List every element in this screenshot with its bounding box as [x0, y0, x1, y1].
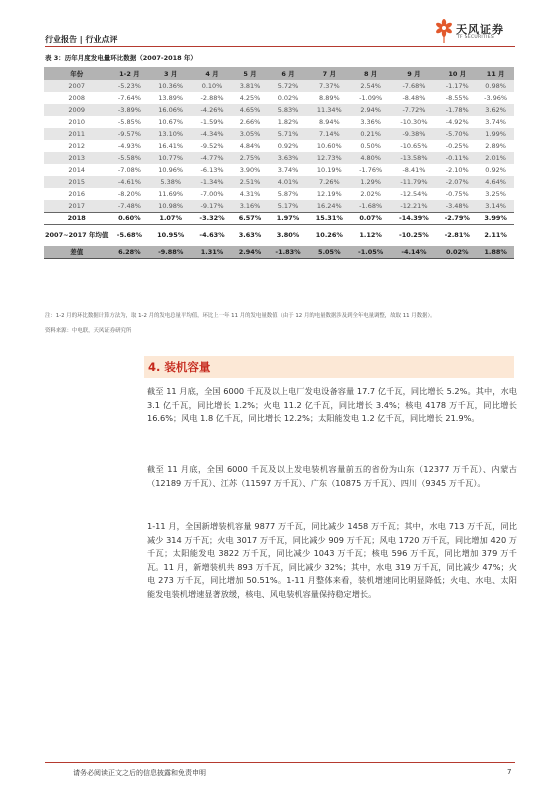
paragraph-new-capacity: 1-11 月，全国新增装机容量 9877 万千瓦，同比减少 1458 万千瓦；其中，水电 713 万千瓦，同比减少 314 万千瓦；火电 3017 万千瓦，同比减少 909 万千瓦；风电 1720 万千瓦，同比增加 420 万千瓦；太阳能发电 3822 万千瓦，同比减少 1043 万千瓦；核电 596 万千瓦，同比增加 379 万千瓦。11 月，新增装机共 893 万千瓦，同比减少 32%；其中，水电 319 万千瓦，同比减少 47%；火电 273 万千瓦，同比增加 50.51%。1-11 月整体来看，装机增速同比明显降低；火电、水电、太阳能发电装机增速显著放缓，核电、风电装机容量保持稳定增长。: [147, 521, 517, 599]
table-row: [44, 188, 514, 200]
row-year-cell: 2010: [68, 118, 85, 126]
table-cell: 3.81%: [239, 82, 261, 90]
table-cell: 3.63%: [232, 224, 268, 246]
table-cell: -1.05%: [351, 246, 391, 258]
table-cell: 15.31%: [308, 212, 351, 224]
table-row: [44, 152, 514, 164]
table-cell: -2.07%: [445, 178, 469, 186]
table-cell: -4.61%: [117, 178, 141, 186]
table-cell: 3.63%: [277, 154, 299, 162]
table-cell: 8.94%: [319, 118, 340, 126]
table-cell: 1.31%: [192, 246, 232, 258]
table-cell: 16.06%: [158, 106, 184, 114]
table-row: [44, 92, 514, 104]
table-cell: -0.75%: [445, 190, 469, 198]
logo-text-cn: 天风证券: [456, 23, 504, 36]
table-cell: 5.38%: [160, 178, 182, 186]
table-cell: -2.81%: [437, 224, 477, 246]
section-heading-bar: [144, 356, 514, 378]
table-cell: -1.83%: [268, 246, 308, 258]
table-cell: 2.89%: [485, 142, 506, 150]
table-cell: 16.41%: [158, 142, 184, 150]
table-cell: 10.95%: [149, 224, 192, 246]
table-cell: -12.21%: [400, 201, 428, 210]
table-row: [44, 116, 514, 128]
table-cell: -0.11%: [445, 154, 469, 162]
table-cell: 1.97%: [268, 212, 308, 224]
table-cell: 2.75%: [239, 154, 261, 162]
table-cell: -4.63%: [192, 224, 232, 246]
row-year-cell: 2018: [44, 212, 109, 224]
table-cell: 13.89%: [158, 94, 184, 102]
table-cell: -5.58%: [117, 154, 141, 162]
table-cell: 0.92%: [277, 142, 299, 150]
table-cell: 3.74%: [485, 118, 506, 126]
table-cell: 10.36%: [158, 82, 184, 90]
table-cell: -7.72%: [402, 106, 426, 114]
table-cell: -1.78%: [445, 106, 469, 114]
column-header: 5 月: [232, 67, 268, 80]
table-cell: 1.12%: [351, 224, 391, 246]
table-cell: 4.80%: [360, 154, 381, 162]
paragraph-capacity-summary: 截至 11 月底，全国 6000 千瓦及以上电厂发电设备容量 17.7 亿千瓦，同比增长 5.2%。其中，水电 3.1 亿千瓦，同比增长 1.2%；火电 11.2 亿千瓦，同比增长 3.4%；核电 4178 万千瓦，同比增长 16.6%；风电 1.8 亿千瓦，同比增长 12.2%；太阳能发电 1.2 亿千瓦，同比增长 21.9%。: [147, 386, 517, 423]
table-cell: 3.14%: [485, 201, 506, 210]
table-cell: 4.64%: [485, 178, 506, 186]
table-cell: -0.25%: [445, 142, 469, 150]
table-cell: 13.10%: [158, 130, 184, 138]
table-cell: -9.38%: [402, 130, 426, 138]
table-cell: 5.83%: [277, 106, 299, 114]
table-cell: 3.99%: [477, 212, 514, 224]
header-divider: [45, 46, 515, 47]
table-row: [44, 200, 514, 212]
column-header: 10 月: [437, 67, 477, 80]
table-cell: 7.26%: [319, 178, 340, 186]
table-cell: 5.17%: [277, 201, 299, 210]
table-cell: 3.25%: [485, 190, 506, 198]
table-cell: -4.93%: [117, 142, 141, 150]
table-cell: -5.70%: [445, 130, 469, 138]
table-cell: 10.98%: [158, 201, 184, 210]
table-note: 注：1-2 月的环比数据计算方法为，取 1-2 月的发电总量平均值，环比上一年 11 月的发电量数值（由于 12 月的电量数据涉及到全年电量调整，故取 11 月数据）。: [45, 313, 436, 319]
table-cell: 2.94%: [232, 246, 268, 258]
table-cell: -14.39%: [391, 212, 438, 224]
column-header: 1-2 月: [109, 67, 149, 80]
column-header: 4 月: [192, 67, 232, 80]
company-logo: [434, 18, 524, 48]
table-cell: 0.92%: [485, 166, 506, 174]
table-cell: 4.65%: [239, 106, 261, 114]
row-year-cell: 2009: [68, 106, 85, 114]
table-cell: 0.60%: [109, 212, 149, 224]
column-header: 8 月: [351, 67, 391, 80]
table-cell: 2.51%: [239, 178, 261, 186]
table-cell: 0.02%: [437, 246, 477, 258]
table-cell: 11.34%: [316, 106, 342, 114]
row-year-cell: 2007: [68, 82, 85, 90]
table-cell: 1.29%: [360, 178, 381, 186]
table-cell: 16.24%: [316, 201, 342, 210]
table-cell: 0.07%: [351, 212, 391, 224]
table-cell: 0.21%: [360, 130, 381, 138]
table-cell: 2.02%: [360, 190, 381, 198]
table-cell: -11.79%: [400, 178, 428, 186]
table-cell: 7.14%: [319, 130, 340, 138]
table-cell: 0.02%: [277, 94, 299, 102]
table-cell: -2.10%: [445, 166, 469, 174]
footer-disclaimer: 请务必阅读正文之后的信息披露和免责申明: [73, 769, 206, 777]
table-cell: -1.09%: [359, 94, 383, 102]
table-cell: 2.01%: [485, 154, 506, 162]
table-cell: 12.73%: [316, 154, 342, 162]
table-cell: -5.85%: [117, 118, 141, 126]
table-cell: -7.68%: [402, 82, 426, 90]
table-cell: 7.37%: [319, 82, 340, 90]
table-cell: 5.72%: [277, 82, 299, 90]
average-label-cell: 2007~2017 年均值: [44, 224, 109, 246]
table-cell: -7.00%: [200, 190, 224, 198]
column-header: 7 月: [308, 67, 351, 80]
table-cell: 3.05%: [239, 130, 261, 138]
table-cell: -1.34%: [200, 178, 224, 186]
row-year-cell: 2017: [68, 201, 85, 210]
table-cell: 3.80%: [268, 224, 308, 246]
generation-mom-table: [44, 67, 514, 259]
table-cell: -3.96%: [484, 94, 508, 102]
table-cell: 1.99%: [485, 130, 506, 138]
table-cell: -8.55%: [445, 94, 469, 102]
footer-divider: [45, 762, 515, 763]
difference-row: [44, 246, 514, 258]
table-cell: 1.82%: [277, 118, 299, 126]
table-cell: 4.31%: [239, 190, 261, 198]
table-cell: 0.10%: [201, 82, 223, 90]
table-cell: 6.57%: [232, 212, 268, 224]
table-cell: 10.96%: [158, 166, 184, 174]
table-row: [44, 164, 514, 176]
table-cell: 0.98%: [485, 82, 506, 90]
table-cell: -12.54%: [400, 190, 428, 198]
table-cell: -10.30%: [400, 118, 428, 126]
table-cell: 10.77%: [158, 154, 184, 162]
table-cell: 1.07%: [149, 212, 192, 224]
table-cell: 2.11%: [477, 224, 514, 246]
row-year-cell: 2013: [68, 154, 85, 162]
table-cell: -7.64%: [117, 94, 141, 102]
table-cell: 3.36%: [360, 118, 381, 126]
table-cell: -2.79%: [437, 212, 477, 224]
table-cell: 1.88%: [477, 246, 514, 258]
table-cell: -1.76%: [359, 166, 383, 174]
table-cell: -4.14%: [391, 246, 438, 258]
table-cell: -10.65%: [400, 142, 428, 150]
table-cell: -5.23%: [117, 82, 141, 90]
row-year-cell: 2016: [68, 190, 85, 198]
table-cell: 11.69%: [158, 190, 184, 198]
table-caption: 表 3：历年月度发电量环比数据（2007-2018 年）: [45, 54, 197, 62]
average-row: [44, 224, 514, 246]
table-cell: -9.17%: [200, 201, 224, 210]
row-year-cell: 2014: [68, 166, 85, 174]
table-cell: 5.87%: [277, 190, 299, 198]
table-cell: 2.94%: [360, 106, 381, 114]
table-cell: -9.52%: [200, 142, 224, 150]
table-cell: 8.89%: [319, 94, 340, 102]
table-cell: 6.28%: [109, 246, 149, 258]
section-title: 4. 装机容量: [148, 360, 211, 374]
flower-logo-icon: [434, 18, 454, 44]
table-source: 资料来源：中电联，天风证券研究所: [45, 328, 132, 334]
table-cell: -4.92%: [445, 118, 469, 126]
table-cell: -4.34%: [200, 130, 224, 138]
column-header: 年份: [44, 67, 109, 80]
table-cell: -3.48%: [445, 201, 469, 210]
table-cell: -1.59%: [200, 118, 224, 126]
table-cell: 2.66%: [239, 118, 261, 126]
page-number: 7: [507, 768, 512, 776]
logo-text-en: TF SECURITIES: [457, 35, 495, 40]
table-cell: 3.90%: [239, 166, 261, 174]
table-cell: -5.68%: [109, 224, 149, 246]
table-cell: 10.26%: [308, 224, 351, 246]
column-header: 9 月: [391, 67, 438, 80]
table-cell: -2.88%: [200, 94, 224, 102]
table-header-row: [44, 67, 514, 80]
table-cell: 3.74%: [277, 166, 299, 174]
table-cell: -4.77%: [200, 154, 224, 162]
table-cell: -13.58%: [400, 154, 428, 162]
table-cell: 4.25%: [239, 94, 261, 102]
table-cell: -10.25%: [391, 224, 438, 246]
table-cell: -1.68%: [359, 201, 383, 210]
table-cell: 5.05%: [308, 246, 351, 258]
table-cell: -4.26%: [200, 106, 224, 114]
paragraph-top-provinces: 截至 11 月底，全国 6000 千瓦及以上发电装机容量前五的省份为山东（12377 万千瓦）、内蒙古（12189 万千瓦）、江苏（11597 万千瓦）、广东（10875 万千瓦）、四川（9345 万千瓦）。: [147, 464, 517, 488]
column-header: 11 月: [477, 67, 514, 80]
table-cell: -9.88%: [149, 246, 192, 258]
column-header: 6 月: [268, 67, 308, 80]
table-cell: 0.50%: [360, 142, 381, 150]
table-cell: 10.67%: [158, 118, 184, 126]
table-cell: -6.13%: [200, 166, 224, 174]
table-cell: 4.84%: [239, 142, 261, 150]
row-year-cell: 2015: [68, 178, 85, 186]
table-cell: -7.48%: [117, 201, 141, 210]
table-cell: -3.32%: [192, 212, 232, 224]
row-year-cell: 2008: [68, 94, 85, 102]
table-row: [44, 80, 514, 92]
table-row: [44, 176, 514, 188]
table-cell: -3.89%: [117, 106, 141, 114]
table-cell: 3.62%: [485, 106, 506, 114]
table-cell: -7.08%: [117, 166, 141, 174]
table-cell: 2.54%: [360, 82, 381, 90]
row-year-cell: 2011: [68, 130, 85, 138]
page-header: [0, 0, 560, 50]
table-cell: -8.41%: [402, 166, 426, 174]
table-cell: 12.19%: [316, 190, 342, 198]
report-type-label: 行业报告 | 行业点评: [45, 35, 118, 44]
table-cell: -8.48%: [402, 94, 426, 102]
table-cell: -1.17%: [445, 82, 469, 90]
table-body: [44, 80, 514, 258]
table-row: [44, 212, 514, 224]
table-row: [44, 140, 514, 152]
column-header: 3 月: [149, 67, 192, 80]
row-year-cell: 2012: [68, 142, 85, 150]
table-cell: -8.20%: [117, 190, 141, 198]
table-row: [44, 104, 514, 116]
table-cell: 4.01%: [277, 178, 299, 186]
table-row: [44, 128, 514, 140]
table-cell: 3.16%: [239, 201, 261, 210]
table-cell: 10.19%: [316, 166, 342, 174]
table-cell: 10.60%: [316, 142, 342, 150]
difference-label-cell: 差值: [44, 246, 109, 258]
table-cell: 5.71%: [277, 130, 299, 138]
table-cell: -9.57%: [117, 130, 141, 138]
